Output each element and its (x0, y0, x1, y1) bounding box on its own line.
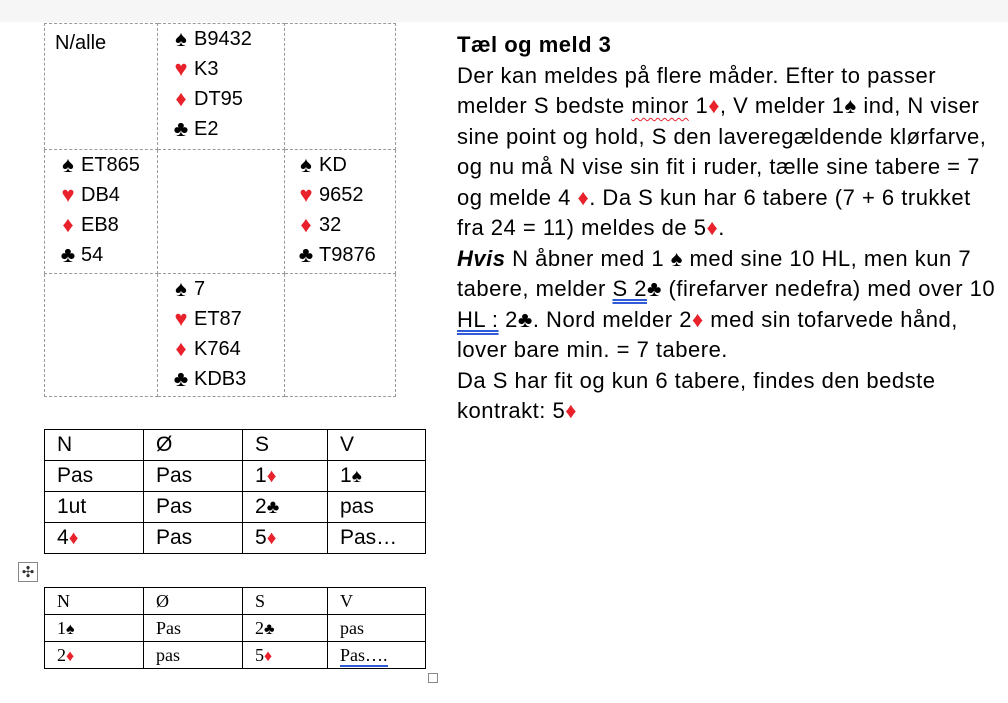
club-icon: ♣ (173, 366, 189, 391)
bidding-cell[interactable] (144, 461, 243, 492)
paragraph-1 (457, 61, 1002, 244)
south-hand-cell (158, 274, 285, 397)
bid-text: 2 (255, 617, 264, 638)
card-holding: B9432 (194, 27, 252, 50)
bidding-header-cell[interactable]: V (328, 588, 426, 615)
south-hand (158, 274, 284, 394)
south-suit-line (168, 274, 284, 304)
south-suit-line (168, 364, 284, 394)
card-holding: EB8 (81, 213, 119, 236)
empty-cell (285, 24, 396, 150)
heart-icon: ♥ (61, 182, 75, 207)
diamond-icon: ♦ (66, 647, 75, 665)
text-run: 2 (498, 306, 518, 332)
text-run: , V melder 1 (719, 93, 845, 118)
club-icon: ♣ (517, 306, 533, 332)
article-text[interactable] (457, 30, 1002, 427)
bidding-cell[interactable] (243, 615, 328, 642)
bid-text: Pas… (340, 526, 398, 549)
bid-text: 4 (57, 526, 69, 549)
text-run: med sine 10 HL, men kun 7 tabere, melder (457, 245, 972, 301)
text-run: 1 (688, 93, 709, 118)
bidding-table-sans[interactable] (44, 429, 426, 554)
bidding-header-cell[interactable]: Ø (144, 588, 243, 615)
text-run: med sin tofarvede hånd, lover bare min. = 7 tabere. (457, 306, 958, 362)
bid-text: pas (156, 644, 180, 665)
spade-icon: ♠ (300, 152, 312, 177)
bid-text: 2 (255, 495, 267, 518)
paragraph-3 (457, 366, 1002, 427)
bidding-cell[interactable] (45, 523, 144, 554)
bid-text: Pas (57, 464, 94, 487)
spade-icon: ♠ (175, 26, 187, 51)
west-suit-line (55, 180, 157, 210)
bidding-cell[interactable] (328, 461, 426, 492)
spade-icon: ♠ (175, 276, 187, 301)
deal-diagram (44, 23, 396, 397)
bid-text: 1 (255, 464, 267, 487)
paragraph-2 (457, 244, 1002, 366)
bid-text: Pas…. (340, 644, 388, 665)
bid-text: Pas (156, 617, 182, 638)
bid-text: 5 (255, 526, 267, 549)
bidding-row (45, 461, 426, 492)
spade-icon: ♠ (844, 93, 857, 118)
diamond-icon: ♦ (565, 398, 577, 423)
west-suit-line (55, 240, 157, 270)
text-run: ind, N viser sine point og hold, S den laveregældende klørfarve, og nu må N vise sin fit i ruder, tælle sine tabere = 7 og melde 4 (457, 93, 987, 210)
south-suit-line (168, 304, 284, 334)
club-icon: ♣ (647, 276, 662, 301)
east-hand-cell (285, 150, 396, 274)
diamond-icon: ♦ (175, 86, 187, 111)
spade-icon: ♠ (66, 620, 75, 638)
east-suit-line (293, 240, 395, 270)
west-suit-line (55, 210, 157, 240)
spade-icon: ♠ (351, 466, 362, 487)
bidding-header-cell[interactable]: S (243, 430, 328, 461)
diamond-icon: ♦ (68, 528, 79, 549)
bidding-header-cell[interactable]: S (243, 588, 328, 615)
card-holding: 54 (81, 243, 104, 266)
bidding-header-row (45, 430, 426, 461)
bidding-cell[interactable] (328, 642, 426, 669)
club-icon: ♣ (298, 242, 314, 267)
north-hand-cell (158, 24, 285, 150)
text-run: Da S har fit og kun 6 tabere, findes den bedste kontrakt: 5 (457, 367, 936, 423)
card-holding: ET87 (194, 307, 242, 330)
grammar-flag-s2[interactable]: S 2 (612, 276, 647, 301)
grammar-flag-hl[interactable]: HL : (457, 306, 499, 332)
bidding-row (45, 523, 426, 554)
spade-icon: ♠ (670, 245, 683, 271)
bid-text: 2 (57, 644, 66, 665)
south-suit-line (168, 334, 284, 364)
bidding-header-cell[interactable]: N (45, 588, 144, 615)
bid-text: Pas (156, 495, 193, 518)
text-run: . (718, 215, 725, 240)
dealer-cell (45, 24, 158, 150)
diamond-icon: ♦ (708, 93, 720, 118)
card-holding: DB4 (81, 183, 120, 206)
heart-icon: ♥ (174, 306, 188, 331)
bid-text: pas (340, 495, 374, 518)
bidding-cell[interactable] (243, 642, 328, 669)
diamond-icon: ♦ (175, 336, 187, 361)
west-hand-cell (45, 150, 158, 274)
club-icon: ♣ (264, 620, 275, 638)
text-run: . Nord melder 2 (532, 306, 692, 332)
bidding-table-serif[interactable] (44, 587, 426, 669)
diamond-icon: ♦ (300, 212, 312, 237)
empty-cell (285, 274, 396, 397)
heart-icon: ♥ (299, 182, 313, 207)
north-suit-line (168, 24, 284, 54)
west-suit-line (55, 150, 157, 180)
bidding-header-cell[interactable]: N (45, 430, 144, 461)
bidding-cell[interactable] (328, 615, 426, 642)
club-icon: ♣ (266, 497, 280, 518)
bidding-cell[interactable] (45, 461, 144, 492)
diamond-icon: ♦ (266, 466, 277, 487)
article-title: Tæl og meld 3 (457, 32, 612, 57)
diamond-icon: ♦ (706, 215, 719, 240)
top-toolbar-strip (0, 0, 1008, 22)
card-holding: 7 (194, 277, 206, 300)
bid-text: 1ut (57, 495, 87, 518)
bid-text: pas (340, 617, 364, 638)
bidding-cell[interactable] (144, 492, 243, 523)
club-icon: ♣ (60, 242, 76, 267)
bid-text: Pas (156, 464, 193, 487)
bidding-cell[interactable] (328, 523, 426, 554)
diamond-icon: ♦ (577, 184, 590, 210)
card-holding: 32 (319, 213, 342, 236)
east-suit-line (293, 180, 395, 210)
diamond-icon: ♦ (62, 212, 74, 237)
card-holding: KDB3 (194, 367, 247, 390)
bidding-header-cell[interactable]: Ø (144, 430, 243, 461)
bidding-cell[interactable] (144, 523, 243, 554)
bidding-cell[interactable] (243, 523, 328, 554)
text-run: . Da S kun har 6 tabere (7 + 6 trukket fra 24 = 11) meldes de 5 (457, 184, 971, 240)
card-holding: ET865 (81, 153, 140, 176)
dealer-label: N/alle (55, 32, 107, 54)
bidding-row (45, 492, 426, 523)
card-holding: 9652 (319, 183, 364, 206)
card-holding: T9876 (319, 243, 376, 266)
north-hand (158, 24, 284, 144)
bidding-cell[interactable] (45, 615, 144, 642)
east-hand (285, 150, 395, 270)
bidding-row (45, 642, 426, 669)
north-suit-line (168, 84, 284, 114)
center-cell (158, 150, 285, 274)
table-move-handle-icon[interactable]: ✣ (18, 562, 38, 582)
diamond-icon: ♦ (264, 647, 273, 665)
empty-cell (45, 274, 158, 397)
bid-text: 5 (255, 644, 264, 665)
north-suit-line (168, 54, 284, 84)
heart-icon: ♥ (174, 56, 188, 81)
north-suit-line (168, 114, 284, 144)
club-icon: ♣ (173, 116, 189, 141)
bidding-cell[interactable] (144, 642, 243, 669)
text-run: N åbner med 1 (505, 245, 671, 271)
bid-text: 1 (57, 617, 66, 638)
bid-text: Pas (156, 526, 193, 549)
bidding-cell[interactable] (144, 615, 243, 642)
diamond-icon: ♦ (266, 528, 277, 549)
bidding-cell[interactable] (243, 492, 328, 523)
bidding-row (45, 615, 426, 642)
bid-text: 1 (340, 464, 352, 487)
east-suit-line (293, 150, 395, 180)
bidding-cell[interactable] (45, 492, 144, 523)
spade-icon: ♠ (62, 152, 74, 177)
east-suit-line (293, 210, 395, 240)
diamond-icon: ♦ (691, 306, 704, 332)
text-run: Der kan meldes på flere måder. Efter to passer melder S bedste (457, 62, 937, 118)
text-run-emphasis: Hvis (457, 245, 506, 271)
card-holding: KD (319, 153, 347, 176)
bidding-header-row (45, 588, 426, 615)
table-resize-handle[interactable] (428, 673, 438, 683)
bidding-cell[interactable] (45, 642, 144, 669)
card-holding: K3 (194, 57, 219, 80)
card-holding: DT95 (194, 87, 243, 110)
bidding-header-cell[interactable]: V (328, 430, 426, 461)
bidding-cell[interactable] (243, 461, 328, 492)
spellcheck-word-minor[interactable]: minor (631, 93, 689, 118)
card-holding: K764 (194, 337, 241, 360)
text-run: (firefarver nedefra) med over 10 (661, 276, 996, 301)
card-holding: E2 (194, 117, 219, 140)
bidding-cell[interactable] (328, 492, 426, 523)
west-hand (45, 150, 157, 270)
